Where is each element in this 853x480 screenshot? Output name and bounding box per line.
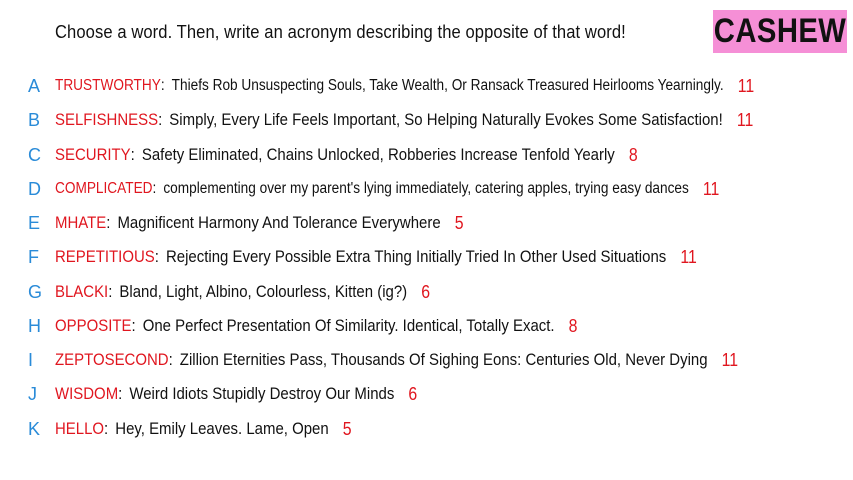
row-colon: :	[130, 145, 135, 164]
row-content	[55, 282, 430, 303]
row-letter: E	[28, 212, 41, 233]
row-word: OPPOSITE	[55, 316, 132, 335]
row-word: BLACKI	[55, 282, 109, 301]
row-phrase: Thiefs Rob Unsuspecting Souls, Take Wealth, Or Ransack Treasured Heirlooms Yearningly.	[171, 77, 724, 94]
row-content	[55, 316, 577, 337]
row-letter: K	[28, 418, 41, 439]
row-content	[55, 419, 352, 440]
row-colon: :	[152, 180, 157, 197]
row-phrase: Simply, Every Life Feels Important, So Helping Naturally Evokes Some Satisfaction!	[169, 110, 723, 129]
row-word: ZEPTOSECOND	[55, 350, 169, 369]
row-content	[55, 350, 738, 371]
row-content	[55, 76, 754, 97]
row-letter: A	[28, 75, 41, 96]
row-colon: :	[108, 282, 113, 301]
row-word: WISDOM	[55, 384, 119, 403]
row-count: 8	[568, 315, 578, 336]
row-content	[55, 384, 417, 405]
row-phrase: Safety Eliminated, Chains Unlocked, Robberies Increase Tenfold Yearly	[141, 145, 615, 164]
row-word: COMPLICATED	[55, 180, 153, 197]
row-count: 5	[342, 418, 352, 439]
row-content	[55, 179, 719, 200]
row-content	[55, 145, 638, 166]
cashew-badge	[713, 10, 847, 53]
row-content	[55, 110, 753, 131]
prompt-text: Choose a word. Then, write an acronym describing the opposite of that word!	[55, 22, 626, 42]
row-letter: C	[28, 144, 41, 165]
row-letter: I	[28, 349, 34, 370]
row-colon: :	[154, 247, 159, 266]
row-colon: :	[158, 110, 163, 129]
row-word: MHATE	[55, 213, 107, 232]
row-word: TRUSTWORTHY	[55, 77, 161, 94]
row-count: 11	[680, 246, 697, 267]
row-letter: H	[28, 315, 41, 336]
row-content	[55, 247, 697, 268]
row-phrase: Hey, Emily Leaves. Lame, Open	[115, 419, 329, 438]
row-phrase: complementing over my parent's lying immediately, catering apples, trying easy dances	[163, 180, 689, 197]
row-colon: :	[160, 77, 165, 94]
row-count: 11	[721, 349, 739, 370]
row-colon: :	[118, 384, 123, 403]
row-letter: D	[28, 178, 41, 199]
row-word: REPETITIOUS	[55, 247, 155, 266]
row-phrase: Rejecting Every Possible Extra Thing Initially Tried In Other Used Situations	[165, 247, 667, 266]
row-letter: B	[28, 109, 41, 130]
row-count: 6	[421, 281, 431, 302]
row-count: 11	[702, 178, 720, 199]
row-count: 11	[736, 109, 754, 130]
row-count: 5	[454, 212, 464, 233]
row-colon: :	[104, 419, 109, 438]
row-count: 11	[737, 75, 755, 96]
row-colon: :	[168, 350, 173, 369]
row-letter: F	[28, 246, 39, 267]
row-word: SELFISHNESS	[55, 110, 159, 129]
row-phrase: Zillion Eternities Pass, Thousands Of Sighing Eons: Centuries Old, Never Dying	[179, 350, 708, 369]
row-letter: J	[28, 383, 37, 404]
row-count: 6	[408, 383, 418, 404]
row-colon: :	[131, 316, 136, 335]
row-phrase: Weird Idiots Stupidly Destroy Our Minds	[129, 384, 395, 403]
row-letter: G	[28, 281, 43, 302]
row-phrase: One Perfect Presentation Of Similarity. Identical, Totally Exact.	[142, 316, 555, 335]
row-phrase: Bland, Light, Albino, Colourless, Kitten (ig?)	[119, 282, 408, 301]
badge-label: CASHEW	[713, 12, 847, 50]
row-count: 8	[628, 144, 638, 165]
row-word: SECURITY	[55, 145, 131, 164]
row-phrase: Magnificent Harmony And Tolerance Everywhere	[117, 213, 441, 232]
row-colon: :	[106, 213, 111, 232]
row-word: HELLO	[55, 419, 105, 438]
row-content	[55, 213, 464, 234]
